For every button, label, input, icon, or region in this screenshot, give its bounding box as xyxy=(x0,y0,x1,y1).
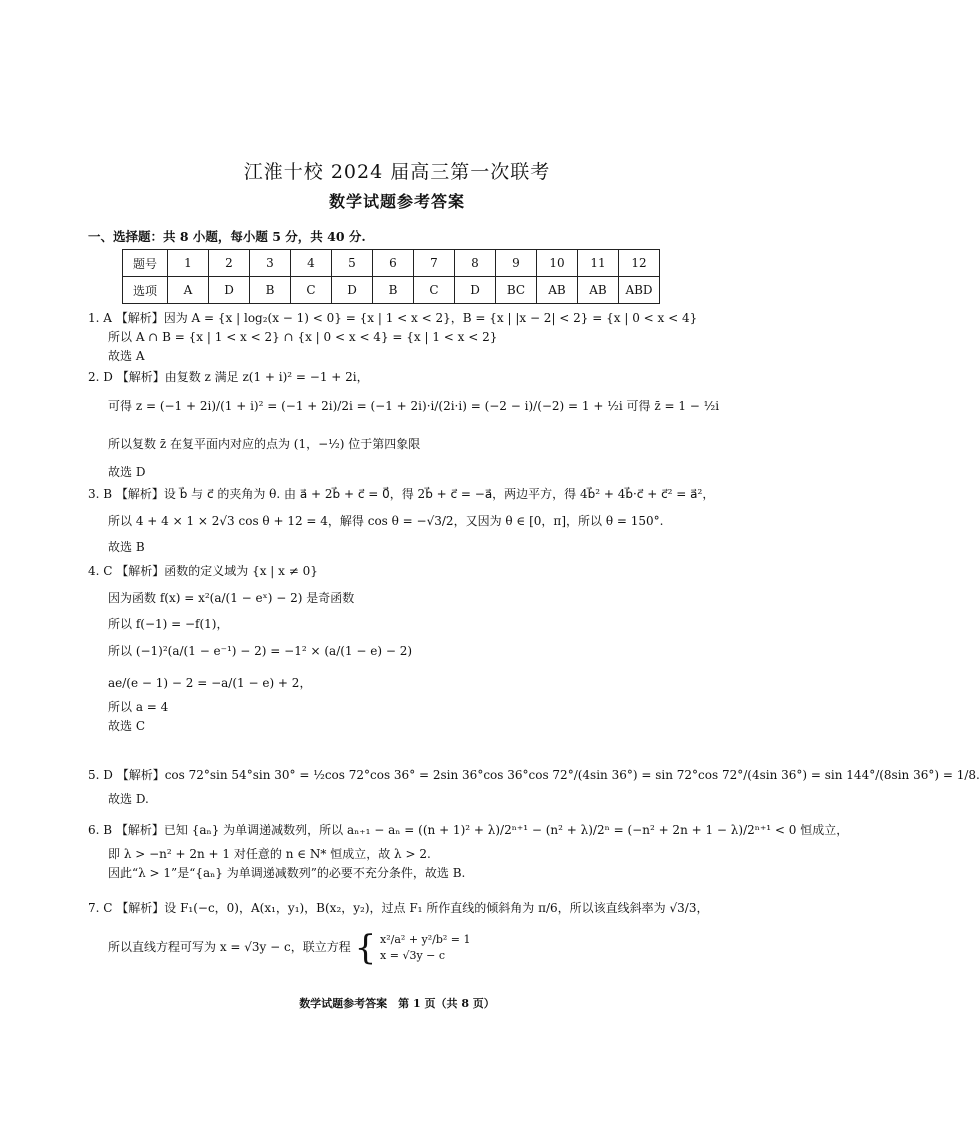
brace-icon: { xyxy=(354,927,377,968)
solution-line: 所以 a = 4 xyxy=(108,700,169,714)
solution-line: 因此“λ > 1”是“{aₙ} 为单调递减数列”的必要不充分条件，故选 B. xyxy=(108,866,466,880)
table-cell: D xyxy=(209,277,250,304)
equation-system xyxy=(380,932,471,964)
table-cell: BC xyxy=(496,277,537,304)
solution-line: 故选 B xyxy=(108,540,145,554)
answer-q1 xyxy=(88,309,697,366)
table-cell: 4 xyxy=(291,250,332,277)
table-cell: ABD xyxy=(619,277,660,304)
solution-line: 7. C 【解析】设 F₁(−c，0)，A(x₁，y₁)，B(x₂，y₂)，过点 F₁ 所作直线的倾斜角为 π/6，所以该直线斜率为 √3/3， xyxy=(88,901,709,915)
answer-q4 xyxy=(88,562,412,736)
table-cell: 7 xyxy=(414,250,455,277)
answer-q3 xyxy=(88,485,714,557)
table-cell: D xyxy=(332,277,373,304)
answer-q6 xyxy=(88,815,848,883)
table-cell: AB xyxy=(537,277,578,304)
solution-line: 因为函数 f(x) = x²(a/(1 − eˣ) − 2) 是奇函数 xyxy=(108,591,355,605)
table-row-label: 选项 xyxy=(123,277,168,304)
answer-q2 xyxy=(88,368,719,482)
table-cell: 11 xyxy=(578,250,619,277)
solution-line: 所以 4 + 4 × 1 × 2√3 cos θ + 12 = 4，解得 cos θ = −√3/2，又因为 θ ∈ [0，π]，所以 θ = 150°. xyxy=(108,514,664,528)
solution-line: 3. B 【解析】设 b⃗ 与 c⃗ 的夹角为 θ. 由 a⃗ + 2b⃗ + c⃗ = 0⃗，得 2b⃗ + c⃗ = −a⃗，两边平方，得 4b⃗² + 4b⃗·c⃗ + c⃗² = a⃗²， xyxy=(88,487,715,501)
table-cell: C xyxy=(414,277,455,304)
table-cell: 12 xyxy=(619,250,660,277)
solution-line: 即 λ > −n² + 2n + 1 对任意的 n ∈ N* 恒成立，故 λ > 2. xyxy=(108,847,431,861)
solution-line: 所以复数 z̄ 在复平面内对应的点为 (1，−½) 位于第四象限 xyxy=(108,437,421,451)
solution-line: 故选 A xyxy=(108,349,145,363)
solution-line: 6. B 【解析】已知 {aₙ} 为单调递减数列，所以 aₙ₊₁ − aₙ = ((n + 1)² + λ)/2ⁿ⁺¹ − (n² + λ)/2ⁿ = (−n² + 2n + 1 − λ)/2ⁿ⁺¹ < 0 恒成立， xyxy=(88,823,849,837)
table-cell: 5 xyxy=(332,250,373,277)
table-cell: AB xyxy=(578,277,619,304)
equation-2: x = √3y − c xyxy=(380,948,446,962)
section-heading: 一、选择题：共 8 小题，每小题 5 分，共 40 分. xyxy=(88,229,366,244)
solution-line: 1. A 【解析】因为 A = {x | log₂(x − 1) < 0} = {x | 1 < x < 2}，B = {x | |x − 2| < 2} = {x | 0 < x < 4} xyxy=(88,311,698,325)
table-cell: B xyxy=(250,277,291,304)
table-cell: 10 xyxy=(537,250,578,277)
solution-line: 故选 D xyxy=(108,465,146,479)
solution-text: 所以直线方程可写为 x = √3y − c，联立方程 xyxy=(108,940,351,954)
table-cell: 1 xyxy=(168,250,209,277)
table-cell: C xyxy=(291,277,332,304)
solution-line: 可得 z = (−1 + 2i)/(1 + i)² = (−1 + 2i)/2i = (−1 + 2i)·i/(2i·i) = (−2 − i)/(−2) = 1 + ½i 可得 z̄ = 1 − ½i xyxy=(108,399,720,413)
solution-line: 所以 (−1)²(a/(1 − e⁻¹) − 2) = −1² × (a/(1 − e) − 2) xyxy=(108,644,413,658)
page-footer: 数学试题参考答案 第 1 页（共 8 页） xyxy=(299,997,495,1010)
solution-line: 故选 D. xyxy=(108,792,149,806)
solution-line-system xyxy=(88,923,708,971)
answer-table-number-row xyxy=(123,250,660,277)
solution-line: 2. D 【解析】由复数 z 满足 z(1 + i)² = −1 + 2i， xyxy=(88,370,369,384)
table-cell: A xyxy=(168,277,209,304)
answer-q7 xyxy=(88,893,708,971)
table-cell: 3 xyxy=(250,250,291,277)
table-cell: 8 xyxy=(455,250,496,277)
table-cell: 6 xyxy=(373,250,414,277)
solution-line: 5. D 【解析】cos 72°sin 54°sin 30° = ½cos 72°cos 36° = 2sin 36°cos 36°cos 72°/(4sin 36°) = sin 72°cos 72°/(4sin 36°) = sin 144°/(8sin 36°) = 1/8. xyxy=(88,768,980,782)
answer-table-option-row xyxy=(123,277,660,304)
table-row-label: 题号 xyxy=(123,250,168,277)
solution-line: 所以 A ∩ B = {x | 1 < x < 2} ∩ {x | 0 < x < 4} = {x | 1 < x < 2} xyxy=(108,330,498,344)
equation-1: x²/a² + y²/b² = 1 xyxy=(380,932,471,946)
table-cell: D xyxy=(455,277,496,304)
solution-line: 4. C 【解析】函数的定义域为 {x | x ≠ 0} xyxy=(88,564,318,578)
solution-line: 所以 f(−1) = −f(1)， xyxy=(108,617,229,631)
table-cell: 2 xyxy=(209,250,250,277)
answer-q5 xyxy=(88,760,980,809)
document-title: 江淮十校 2024 届高三第一次联考 xyxy=(243,161,551,183)
table-cell: 9 xyxy=(496,250,537,277)
answer-table xyxy=(122,249,660,304)
document-subtitle: 数学试题参考答案 xyxy=(328,192,465,211)
solution-line: ae/(e − 1) − 2 = −a/(1 − e) + 2， xyxy=(108,676,312,690)
table-cell: B xyxy=(373,277,414,304)
solution-line: 故选 C xyxy=(108,719,145,733)
